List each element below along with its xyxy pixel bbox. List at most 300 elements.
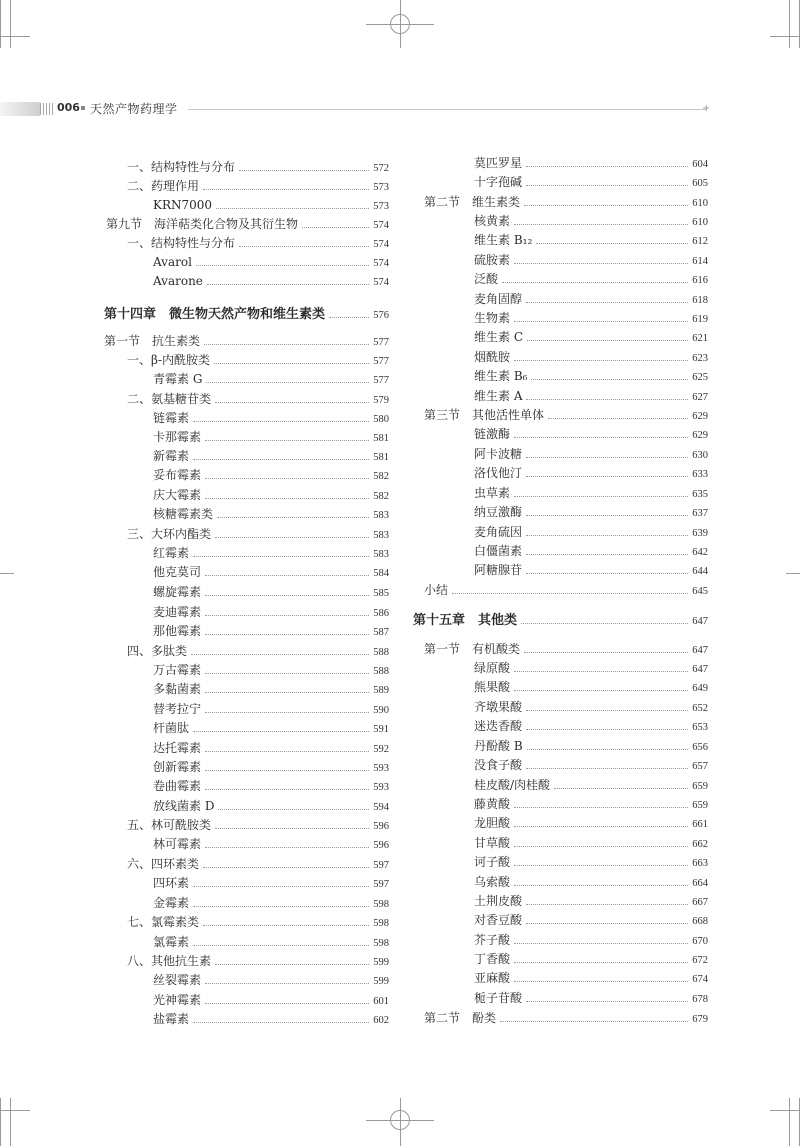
toc-entry-title: 龙胆酸 bbox=[474, 816, 511, 830]
crop-mark bbox=[0, 0, 1, 48]
toc-entry[interactable] bbox=[474, 386, 708, 405]
toc-entry-title: 硫胺素 bbox=[474, 253, 511, 267]
page-number: 006 bbox=[57, 101, 80, 114]
toc-entry-title: 他克莫司 bbox=[153, 565, 202, 579]
dot-leader bbox=[514, 250, 688, 264]
crop-mark bbox=[10, 1098, 11, 1146]
toc-page-number: 602 bbox=[373, 1015, 389, 1026]
toc-entry[interactable] bbox=[153, 718, 389, 737]
dot-leader bbox=[196, 252, 369, 266]
toc-entry[interactable] bbox=[474, 872, 708, 891]
dot-leader bbox=[536, 230, 688, 244]
toc-entry[interactable] bbox=[474, 308, 708, 327]
toc-entry-title: 替考拉宁 bbox=[153, 702, 202, 716]
toc-page-number: 664 bbox=[692, 878, 708, 889]
toc-page-number: 623 bbox=[692, 353, 708, 364]
toc-entry[interactable] bbox=[474, 347, 708, 366]
header-bars bbox=[40, 103, 54, 115]
dot-leader bbox=[526, 522, 688, 536]
toc-page-number: 652 bbox=[692, 703, 708, 714]
toc-entry-title: 纳豆激酶 bbox=[474, 505, 523, 519]
toc-page-number: 599 bbox=[373, 957, 389, 968]
toc-page-number: 572 bbox=[373, 163, 389, 174]
dot-leader bbox=[526, 541, 688, 555]
dot-leader bbox=[205, 562, 369, 576]
toc-entry-title: 熊果酸 bbox=[474, 680, 511, 694]
toc-page-number: 663 bbox=[692, 858, 708, 869]
toc-entry[interactable] bbox=[474, 677, 708, 696]
toc-entry-title: 第十四章 微生物天然产物和维生素类 bbox=[104, 307, 326, 322]
toc-entry-title: 维生素 A bbox=[474, 389, 523, 403]
toc-entry[interactable] bbox=[153, 1009, 389, 1028]
dot-leader bbox=[526, 910, 688, 924]
toc-page-number: 579 bbox=[373, 395, 389, 406]
toc-page-number: 587 bbox=[373, 627, 389, 638]
toc-entry[interactable] bbox=[153, 582, 389, 601]
dot-leader bbox=[205, 602, 369, 616]
dot-leader bbox=[218, 796, 369, 810]
toc-entry[interactable] bbox=[474, 211, 708, 230]
toc-entry-title: 第二节 酚类 bbox=[424, 1011, 497, 1025]
toc-entry[interactable] bbox=[153, 271, 389, 290]
toc-page-number: 653 bbox=[692, 722, 708, 733]
toc-entry-title: 七、氯霉素类 bbox=[127, 915, 200, 929]
toc-entry-title: 第三节 其他活性单体 bbox=[424, 408, 545, 422]
dot-leader bbox=[514, 872, 688, 886]
toc-entry[interactable] bbox=[153, 195, 389, 214]
dot-leader bbox=[526, 988, 688, 1002]
dot-leader bbox=[526, 716, 688, 730]
dot-leader bbox=[193, 718, 369, 732]
toc-entry-title: 一、β-内酰胺类 bbox=[127, 353, 210, 367]
dot-leader bbox=[526, 697, 688, 711]
dot-leader bbox=[531, 366, 688, 380]
dot-leader bbox=[526, 755, 688, 769]
toc-entry[interactable] bbox=[153, 504, 389, 523]
registration-circle bbox=[390, 14, 410, 34]
toc-page-number: 649 bbox=[692, 683, 708, 694]
dot-leader bbox=[526, 289, 688, 303]
toc-entry[interactable] bbox=[474, 968, 708, 987]
toc-page-number: 582 bbox=[373, 471, 389, 482]
side-mark bbox=[786, 573, 800, 574]
toc-entry[interactable] bbox=[474, 949, 708, 968]
toc-page-number: 581 bbox=[373, 452, 389, 463]
dot-leader bbox=[204, 331, 369, 345]
dot-leader bbox=[524, 639, 688, 653]
toc-entry[interactable] bbox=[474, 891, 708, 910]
toc-entry[interactable] bbox=[474, 522, 708, 541]
toc-page-number: 616 bbox=[692, 275, 708, 286]
toc-page-number: 574 bbox=[373, 258, 389, 269]
toc-page-number: 605 bbox=[692, 178, 708, 189]
toc-page-number: 598 bbox=[373, 918, 389, 929]
toc-page-number: 594 bbox=[373, 802, 389, 813]
toc-entry-title: Avarone bbox=[153, 274, 203, 288]
toc-entry[interactable] bbox=[153, 427, 389, 446]
toc-chapter[interactable] bbox=[104, 302, 389, 324]
toc-entry[interactable] bbox=[153, 465, 389, 484]
dot-leader bbox=[205, 427, 369, 441]
toc-page-number: 585 bbox=[373, 588, 389, 599]
toc-entry[interactable] bbox=[474, 658, 708, 677]
toc-entry[interactable] bbox=[474, 736, 708, 755]
toc-entry[interactable] bbox=[127, 951, 389, 970]
dot-leader bbox=[205, 660, 369, 674]
dot-leader bbox=[514, 794, 688, 808]
toc-entry-title: 五、林可酰胺类 bbox=[127, 818, 212, 832]
toc-page-number: 614 bbox=[692, 256, 708, 267]
toc-page-number: 639 bbox=[692, 528, 708, 539]
toc-entry-title: 金霉素 bbox=[153, 896, 190, 910]
dot-leader bbox=[191, 641, 369, 655]
toc-entry-title: 小结 bbox=[424, 583, 449, 597]
toc-entry[interactable] bbox=[474, 560, 708, 579]
dot-leader bbox=[205, 621, 369, 635]
toc-entry[interactable] bbox=[474, 833, 708, 852]
dot-leader bbox=[514, 308, 688, 322]
toc-entry[interactable] bbox=[153, 990, 389, 1009]
toc-entry-title: 亚麻酸 bbox=[474, 971, 511, 985]
dot-leader bbox=[205, 990, 369, 1004]
toc-page-number: 670 bbox=[692, 936, 708, 947]
toc-page-number: 661 bbox=[692, 819, 708, 830]
toc-page-number: 629 bbox=[692, 411, 708, 422]
toc-page-number: 583 bbox=[373, 549, 389, 560]
dot-leader bbox=[521, 608, 688, 624]
toc-entry-title: 核黄素 bbox=[474, 214, 511, 228]
toc-page-number: 574 bbox=[373, 239, 389, 250]
toc-page-number: 618 bbox=[692, 295, 708, 306]
toc-page-number: 668 bbox=[692, 916, 708, 927]
dot-leader bbox=[302, 214, 369, 228]
toc-entry[interactable] bbox=[153, 679, 389, 698]
toc-entry[interactable] bbox=[474, 483, 708, 502]
dot-leader bbox=[215, 524, 369, 538]
toc-entry[interactable] bbox=[474, 988, 708, 1007]
toc-entry-title: 没食子酸 bbox=[474, 758, 523, 772]
dot-leader bbox=[193, 873, 369, 887]
toc-page-number: 590 bbox=[373, 705, 389, 716]
dot-leader bbox=[526, 153, 688, 167]
header-end-mark: + bbox=[702, 103, 711, 114]
toc-chapter[interactable] bbox=[413, 608, 708, 630]
toc-entry[interactable] bbox=[153, 408, 389, 427]
crop-mark bbox=[0, 1098, 1, 1146]
toc-page-number: 601 bbox=[373, 996, 389, 1007]
toc-page-number: 621 bbox=[692, 333, 708, 344]
toc-entry-title: 一、结构特性与分布 bbox=[127, 236, 236, 250]
toc-entry-title: 妥布霉素 bbox=[153, 468, 202, 482]
dot-leader bbox=[215, 389, 369, 403]
header-rule bbox=[188, 109, 706, 110]
toc-entry-title: 盐霉素 bbox=[153, 1012, 190, 1026]
toc-entry-title: 卷曲霉素 bbox=[153, 779, 202, 793]
toc-entry[interactable] bbox=[127, 157, 389, 176]
toc-entry[interactable] bbox=[127, 524, 389, 543]
toc-page-number: 657 bbox=[692, 761, 708, 772]
toc-entry-title: 绿原酸 bbox=[474, 661, 511, 675]
toc-entry-title: 万古霉素 bbox=[153, 663, 202, 677]
dot-leader bbox=[548, 405, 688, 419]
toc-entry[interactable] bbox=[474, 775, 708, 794]
toc-page-number: 630 bbox=[692, 450, 708, 461]
header-bullet bbox=[81, 106, 85, 110]
toc-page-number: 591 bbox=[373, 724, 389, 735]
toc-entry[interactable] bbox=[127, 815, 389, 834]
toc-page-number: 619 bbox=[692, 314, 708, 325]
toc-entry-title: 第一节 有机酸类 bbox=[424, 642, 521, 656]
dot-leader bbox=[203, 912, 369, 926]
dot-leader bbox=[216, 195, 369, 209]
toc-entry-title: 虫草素 bbox=[474, 486, 511, 500]
toc-entry-title: 丁香酸 bbox=[474, 952, 511, 966]
toc-entry[interactable] bbox=[474, 424, 708, 443]
toc-entry[interactable] bbox=[153, 562, 389, 581]
toc-entry-title: 链激酶 bbox=[474, 427, 511, 441]
toc-entry-title: 氯霉素 bbox=[153, 935, 190, 949]
dot-leader bbox=[527, 327, 688, 341]
dot-leader bbox=[524, 192, 688, 206]
toc-page-number: 583 bbox=[373, 530, 389, 541]
toc-entry-title: 诃子酸 bbox=[474, 855, 511, 869]
toc-entry-title: 桂皮酸/肉桂酸 bbox=[474, 778, 551, 792]
toc-entry[interactable] bbox=[424, 580, 708, 599]
toc-entry-title: 光神霉素 bbox=[153, 993, 202, 1007]
toc-entry-title: 一、结构特性与分布 bbox=[127, 160, 236, 174]
toc-entry-title: 链霉素 bbox=[153, 411, 190, 425]
toc-entry[interactable] bbox=[153, 873, 389, 892]
toc-entry[interactable] bbox=[474, 502, 708, 521]
toc-entry[interactable] bbox=[127, 350, 389, 369]
toc-entry-title: 白僵菌素 bbox=[474, 544, 523, 558]
toc-entry[interactable] bbox=[153, 932, 389, 951]
toc-entry[interactable] bbox=[127, 641, 389, 660]
dot-leader bbox=[502, 269, 688, 283]
toc-entry[interactable] bbox=[127, 176, 389, 195]
toc-entry[interactable] bbox=[474, 852, 708, 871]
toc-entry[interactable] bbox=[153, 660, 389, 679]
dot-leader bbox=[526, 386, 688, 400]
toc-page-number: 645 bbox=[692, 586, 708, 597]
toc-entry[interactable] bbox=[474, 813, 708, 832]
toc-page-number: 597 bbox=[373, 860, 389, 871]
toc-entry[interactable] bbox=[424, 1008, 708, 1027]
toc-entry[interactable] bbox=[424, 192, 708, 211]
toc-entry[interactable] bbox=[106, 214, 389, 233]
dot-leader bbox=[217, 504, 369, 518]
dot-leader bbox=[193, 1009, 369, 1023]
toc-entry[interactable] bbox=[474, 755, 708, 774]
toc-page-number: 589 bbox=[373, 685, 389, 696]
toc-entry[interactable] bbox=[424, 639, 708, 658]
dot-leader bbox=[329, 302, 369, 318]
toc-entry[interactable] bbox=[153, 369, 389, 388]
toc-entry-title: 创新霉素 bbox=[153, 760, 202, 774]
toc-entry-title: 洛伐他汀 bbox=[474, 466, 523, 480]
toc-entry-title: 达托霉素 bbox=[153, 741, 202, 755]
toc-entry-title: 对香豆酸 bbox=[474, 913, 523, 927]
toc-page-number: 577 bbox=[373, 356, 389, 367]
dot-leader bbox=[452, 580, 688, 594]
toc-entry[interactable] bbox=[474, 794, 708, 813]
toc-entry-title: 维生素 C bbox=[474, 330, 523, 344]
dot-leader bbox=[214, 350, 369, 364]
toc-entry[interactable] bbox=[104, 331, 389, 350]
toc-page-number: 612 bbox=[692, 236, 708, 247]
toc-entry[interactable] bbox=[474, 327, 708, 346]
toc-entry-title: 麦角硫因 bbox=[474, 525, 523, 539]
dot-leader bbox=[193, 408, 369, 422]
toc-entry[interactable] bbox=[474, 716, 708, 735]
toc-entry[interactable] bbox=[153, 621, 389, 640]
toc-page-number: 573 bbox=[373, 182, 389, 193]
toc-page-number: 593 bbox=[373, 782, 389, 793]
toc-entry[interactable] bbox=[474, 250, 708, 269]
toc-page-number: 573 bbox=[373, 201, 389, 212]
toc-entry[interactable] bbox=[127, 912, 389, 931]
toc-entry[interactable] bbox=[474, 230, 708, 249]
toc-entry[interactable] bbox=[474, 541, 708, 560]
toc-entry-title: 泛酸 bbox=[474, 272, 499, 286]
toc-page-number: 678 bbox=[692, 994, 708, 1005]
dot-leader bbox=[514, 930, 688, 944]
toc-entry[interactable] bbox=[127, 389, 389, 408]
dot-leader bbox=[500, 1008, 688, 1022]
toc-entry[interactable] bbox=[153, 602, 389, 621]
dot-leader bbox=[526, 891, 688, 905]
toc-page-number: 667 bbox=[692, 897, 708, 908]
toc-entry-title: 第二节 维生素类 bbox=[424, 195, 521, 209]
toc-entry[interactable] bbox=[153, 970, 389, 989]
toc-entry[interactable] bbox=[153, 699, 389, 718]
dot-leader bbox=[526, 172, 688, 186]
toc-page-number: 588 bbox=[373, 647, 389, 658]
toc-entry[interactable] bbox=[153, 757, 389, 776]
toc-page-number: 659 bbox=[692, 800, 708, 811]
toc-entry-title: 烟酰胺 bbox=[474, 350, 511, 364]
toc-page-number: 592 bbox=[373, 744, 389, 755]
toc-entry-title: 甘草酸 bbox=[474, 836, 511, 850]
toc-entry[interactable] bbox=[474, 172, 708, 191]
dot-leader bbox=[514, 211, 688, 225]
toc-entry[interactable] bbox=[153, 776, 389, 795]
toc-page-number: 637 bbox=[692, 508, 708, 519]
toc-page-number: 599 bbox=[373, 976, 389, 987]
toc-page-number: 662 bbox=[692, 839, 708, 850]
dot-leader bbox=[205, 776, 369, 790]
dot-leader bbox=[526, 463, 688, 477]
toc-entry-title: 齐墩果酸 bbox=[474, 700, 523, 714]
toc-entry[interactable] bbox=[153, 796, 389, 815]
toc-page-number: 582 bbox=[373, 491, 389, 502]
toc-page-number: 642 bbox=[692, 547, 708, 558]
toc-entry[interactable] bbox=[474, 463, 708, 482]
toc-entry[interactable] bbox=[474, 910, 708, 929]
toc-entry[interactable] bbox=[153, 738, 389, 757]
toc-page-number: 610 bbox=[692, 198, 708, 209]
toc-page-number: 625 bbox=[692, 372, 708, 383]
toc-entry-title: 迷迭香酸 bbox=[474, 719, 523, 733]
toc-page-number: 574 bbox=[373, 277, 389, 288]
toc-page-number: 647 bbox=[692, 616, 708, 627]
toc-page-number: 647 bbox=[692, 664, 708, 675]
toc-entry-title: 维生素 B₁₂ bbox=[474, 233, 533, 247]
toc-page-number: 659 bbox=[692, 781, 708, 792]
toc-page-number: 598 bbox=[373, 938, 389, 949]
toc-page-number: 635 bbox=[692, 489, 708, 500]
dot-leader bbox=[205, 834, 369, 848]
toc-entry[interactable] bbox=[127, 233, 389, 252]
crop-mark bbox=[770, 1110, 800, 1111]
toc-entry-title: KRN7000 bbox=[153, 198, 213, 212]
dot-leader bbox=[205, 465, 369, 479]
toc-page-number: 586 bbox=[373, 608, 389, 619]
toc-page-number: 584 bbox=[373, 568, 389, 579]
crop-mark bbox=[770, 36, 800, 37]
toc-entry-title: 乌索酸 bbox=[474, 875, 511, 889]
crop-mark bbox=[789, 1098, 790, 1146]
dot-leader bbox=[215, 951, 369, 965]
dot-leader bbox=[514, 658, 688, 672]
toc-entry[interactable] bbox=[474, 366, 708, 385]
toc-entry[interactable] bbox=[474, 153, 708, 172]
toc-entry-title: 藤黄酸 bbox=[474, 797, 511, 811]
toc-entry[interactable] bbox=[153, 252, 389, 271]
toc-entry-title: 螺旋霉素 bbox=[153, 585, 202, 599]
toc-entry[interactable] bbox=[127, 854, 389, 873]
dot-leader bbox=[193, 932, 369, 946]
toc-entry-title: 红霉素 bbox=[153, 546, 190, 560]
toc-entry[interactable] bbox=[474, 444, 708, 463]
toc-entry[interactable] bbox=[474, 269, 708, 288]
toc-entry-title: 放线菌素 D bbox=[153, 799, 215, 813]
toc-entry[interactable] bbox=[153, 485, 389, 504]
toc-entry[interactable] bbox=[153, 543, 389, 562]
running-header bbox=[0, 100, 710, 118]
toc-entry-title: 杆菌肽 bbox=[153, 721, 190, 735]
toc-page-number: 674 bbox=[692, 974, 708, 985]
dot-leader bbox=[205, 738, 369, 752]
toc-page-number: 597 bbox=[373, 879, 389, 890]
toc-page-number: 627 bbox=[692, 392, 708, 403]
dot-leader bbox=[514, 813, 688, 827]
toc-entry[interactable] bbox=[474, 930, 708, 949]
toc-entry[interactable] bbox=[474, 289, 708, 308]
toc-page-number: 644 bbox=[692, 566, 708, 577]
toc-entry-title: 林可霉素 bbox=[153, 837, 202, 851]
toc-page-number: 596 bbox=[373, 840, 389, 851]
dot-leader bbox=[514, 483, 688, 497]
toc-entry-title: 麦迪霉素 bbox=[153, 605, 202, 619]
toc-entry[interactable] bbox=[424, 405, 708, 424]
dot-leader bbox=[239, 233, 369, 247]
toc-page-number: 679 bbox=[692, 1014, 708, 1025]
toc-entry[interactable] bbox=[474, 697, 708, 716]
dot-leader bbox=[205, 970, 369, 984]
dot-leader bbox=[193, 446, 369, 460]
toc-page-number: 583 bbox=[373, 510, 389, 521]
toc-page-number: 581 bbox=[373, 433, 389, 444]
toc-entry[interactable] bbox=[153, 834, 389, 853]
toc-entry[interactable] bbox=[153, 893, 389, 912]
toc-entry-title: 芥子酸 bbox=[474, 933, 511, 947]
toc-entry[interactable] bbox=[153, 446, 389, 465]
toc-page-number: 604 bbox=[692, 159, 708, 170]
toc-entry-title: 十字孢碱 bbox=[474, 175, 523, 189]
dot-leader bbox=[514, 677, 688, 691]
toc-entry-title: 生物素 bbox=[474, 311, 511, 325]
